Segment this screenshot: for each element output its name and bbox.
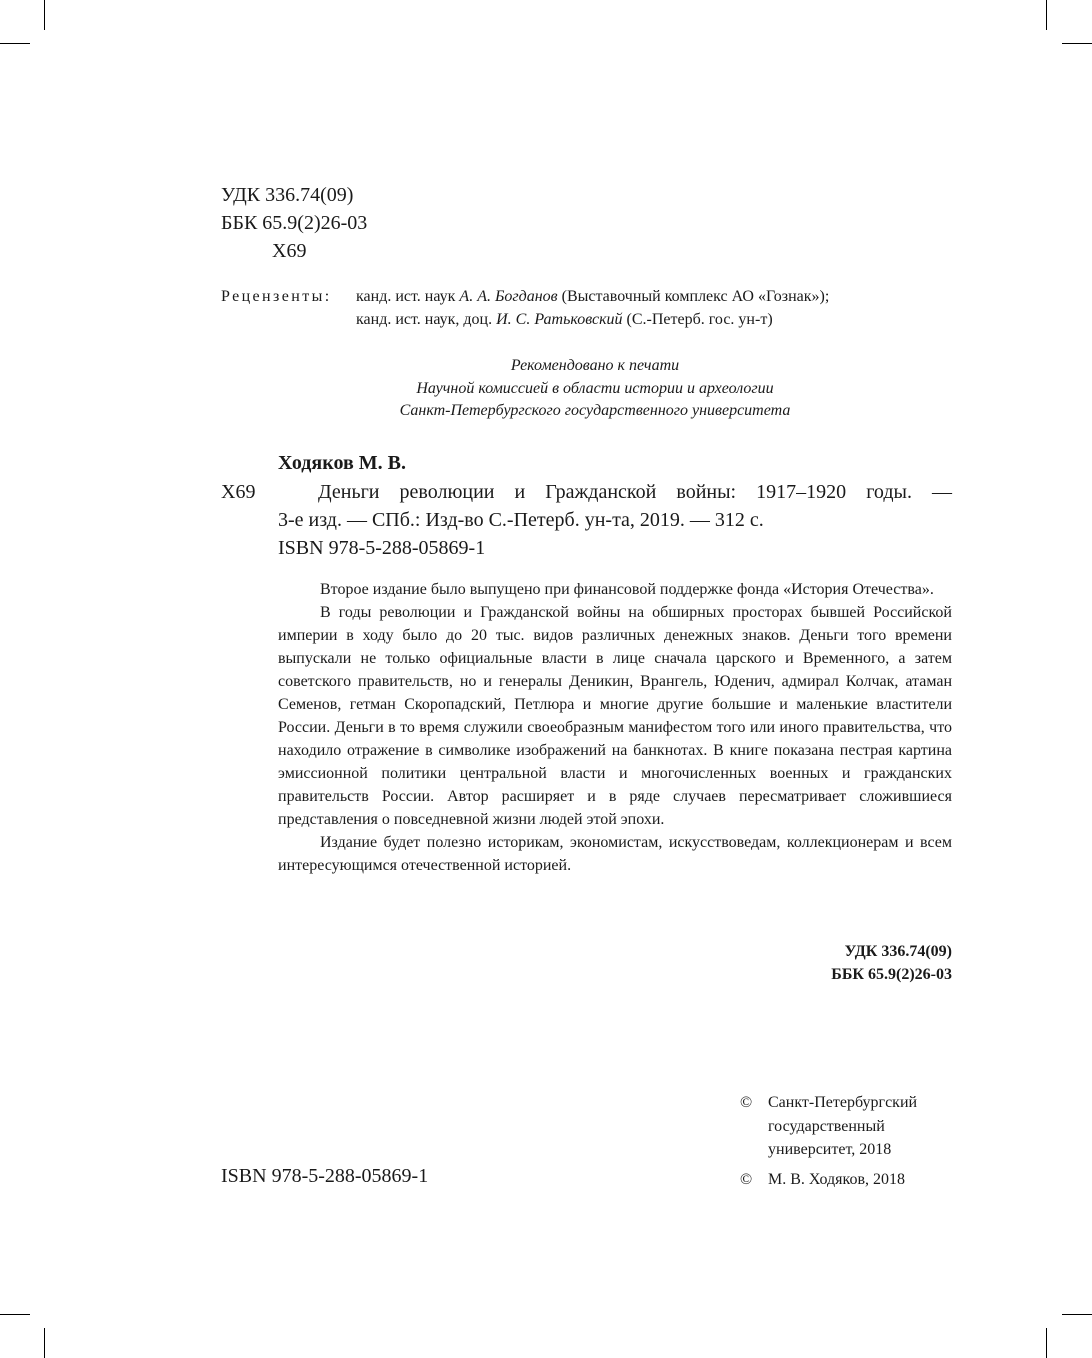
- crop-mark-top-left-horizontal: [0, 43, 30, 44]
- copyright-university-line-3: университет, 2018: [768, 1141, 892, 1158]
- udk-code-bold: УДК 336.74(09): [844, 943, 952, 960]
- bbk-code-bold: ББК 65.9(2)26-03: [831, 966, 952, 983]
- bibliographic-record: [278, 478, 952, 562]
- crop-mark-top-left-vertical: [44, 0, 45, 30]
- annotation: [278, 578, 952, 877]
- crop-mark-top-right-horizontal: [1062, 43, 1092, 44]
- copyright-icon: ©: [740, 1170, 753, 1188]
- classification-codes-bold: [700, 940, 952, 986]
- copyright-university-line-1: Санкт-Петербургский: [768, 1094, 918, 1111]
- book-isbn: ISBN 978-5-288-05869-1: [278, 537, 486, 559]
- isbn-bottom: ISBN 978-5-288-05869-1: [221, 1165, 429, 1187]
- annotation-paragraph-1: Второе издание было выпущено при финансовой поддержке фонда «История Отечества».: [320, 581, 934, 598]
- reviewers-label-block: [221, 285, 332, 308]
- library-codes: [221, 181, 367, 265]
- reviewer-1: канд. ист. наук А. А. Богданов (Выставочный комплекс АО «Гознак»);: [356, 288, 830, 305]
- copyright-icon: ©: [740, 1094, 753, 1111]
- recommendation-block: [250, 355, 940, 423]
- recommendation-line-3: Санкт-Петербургского государственного университета: [399, 402, 791, 419]
- reviewer-2-name: И. С. Ратьковский: [496, 311, 623, 328]
- bibliographic-sign: Х69: [221, 481, 256, 503]
- copyright-author-text: М. В. Ходяков, 2018: [768, 1170, 905, 1188]
- udk-code: УДК 336.74(09): [221, 184, 354, 206]
- reviewers-list: [356, 285, 956, 331]
- author-sign: Х69: [272, 240, 307, 262]
- crop-mark-bottom-left-vertical: [44, 1328, 45, 1358]
- crop-mark-bottom-left-horizontal: [0, 1314, 30, 1315]
- bbk-code: ББК 65.9(2)26-03: [221, 212, 368, 234]
- reviewer-2: канд. ист. наук, доц. И. С. Ратьковский (С.-Петерб. гос. ун-т): [356, 311, 773, 328]
- annotation-paragraph-3: Издание будет полезно историкам, экономистам, искусствоведам, коллекционерам и всем интересующимся отечественной историей.: [278, 834, 952, 874]
- copyright-university-line-2: государственный: [768, 1117, 885, 1135]
- copyright-author: [740, 1168, 980, 1192]
- reviewers-label: Рецензенты:: [221, 288, 332, 305]
- recommendation-line-2: Научной комиссией в области истории и археологии: [416, 379, 774, 397]
- copyright-university: [740, 1091, 980, 1162]
- book-title-line: Деньги революции и Гражданской войны: 1917–1920 годы. —: [318, 481, 952, 503]
- book-edition-line: 3-е изд. — СПб.: Изд-во С.-Петерб. ун-та, 2019. — 312 с.: [278, 509, 764, 531]
- book-author: Ходяков М. В.: [278, 452, 406, 474]
- reviewer-1-name: А. А. Богданов: [459, 288, 558, 305]
- crop-mark-top-right-vertical: [1046, 0, 1047, 30]
- crop-mark-bottom-right-horizontal: [1062, 1314, 1092, 1315]
- annotation-paragraph-2: В годы революции и Гражданской войны на обширных просторах бывшей Российской империи в ходу было до 20 тыс. видов различных денежных знаков. Деньги того времени выпускали не только официальные власти в лице сначала царского и Временного, а затем советского правительств, но и генералы Деникин, Врангель, Юденич, адмирал Колчак, атаман Семенов, гетман Скоропадский, Петлюра и многие другие большие и маленькие властители России. Деньги в то время служили своеобразным манифестом того или иного правительства, что находило отражение в символике изображений на банкнотах. В книге показана пестрая картина эмиссионной политики центральной власти и многочисленных военных и гражданских правительств России. Автор расширяет и в ряде случаев пересматривает сложившиеся представления о повседневной жизни людей этой эпохи.: [278, 604, 952, 828]
- recommendation-line-1: Рекомендовано к печати: [510, 357, 680, 374]
- crop-mark-bottom-right-vertical: [1046, 1328, 1047, 1358]
- copyright-block: [740, 1091, 980, 1191]
